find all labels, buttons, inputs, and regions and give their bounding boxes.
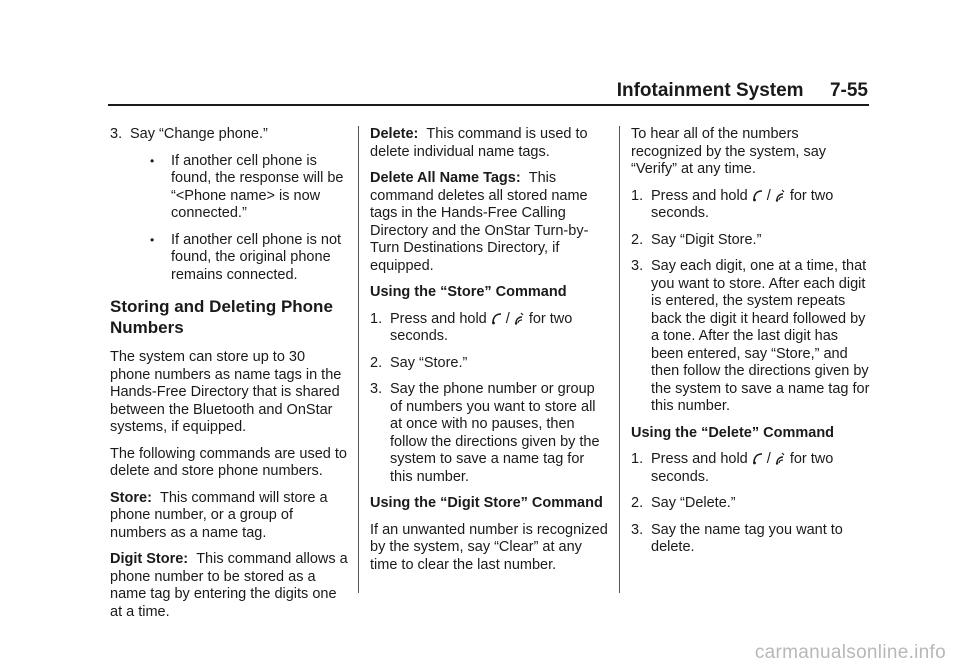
icon-separator: / (766, 187, 771, 204)
term-text: This command is used to delete individual name tags. (370, 126, 588, 160)
icon-separator: / (766, 451, 771, 467)
voice-recognition-icon (513, 312, 525, 325)
term-label: Digit Store: (110, 551, 189, 567)
step-text: Say “Store.” (390, 354, 468, 371)
paragraph: The following commands are used to delete and store phone numbers. (110, 445, 347, 479)
step-text-post: for two seconds. (651, 451, 834, 485)
paragraph: To hear all of the numbers recognized by the system, say “Verify” at any time. (631, 126, 827, 177)
column-1 (110, 126, 348, 630)
column-divider (358, 126, 359, 593)
list-item (370, 355, 608, 373)
bullet-item (150, 232, 348, 285)
step-number: 2. (631, 495, 644, 511)
step-text: Say “Delete.” (651, 495, 736, 511)
step-text (390, 311, 608, 346)
header-rule (108, 104, 869, 106)
step-text-pre: Press and hold (651, 451, 748, 467)
list-item (631, 232, 871, 250)
step-text: Say “Digit Store.” (651, 231, 762, 248)
section-heading: Storing and Deleting Phone Numbers (110, 297, 333, 337)
step-text-pre: Press and hold (651, 187, 748, 204)
step-text (651, 188, 871, 223)
term-label: Delete All Name Tags: (370, 170, 521, 186)
bullet-text: If another cell phone is not found, the original phone remains connected. (171, 231, 342, 283)
step-text: Say the phone number or group of numbers you want to store all at once with no pauses, then follow the directions given by the system to save a name tag for this number. (390, 381, 600, 485)
term-text: This command will store a phone number, or a group of numbers as a name tag. (110, 489, 328, 541)
term-text: This command allows a phone number to be stored as a name tag by entering the digits one at a time. (110, 551, 348, 620)
step-text: Say each digit, one at a time, that you want to store. After each digit is entered, the system repeats back the digit it heard followed by a tone. After the last digit has been entered, say “Store,” and then follow the directions given by the system to save a name tag for this number. (651, 258, 870, 414)
term-text: This command deletes all stored name tags in the Hands-Free Calling Directory and the OnStar Turn-by-Turn Destinations Directory, if equipped. (370, 170, 589, 274)
subheading-digit-store: Using the “Digit Store” Command (370, 495, 603, 511)
step-number: 3. (631, 258, 644, 274)
step-number: 1. (631, 187, 644, 204)
step-text: Say “Change phone.” (130, 126, 268, 142)
step-text (651, 451, 871, 486)
paragraph: If an unwanted number is recognized by the system, say “Clear” at any time to clear the last number. (370, 521, 608, 573)
step-text-post: for two seconds. (390, 310, 573, 344)
step-number: 3. (370, 381, 383, 397)
column-2 (370, 126, 608, 583)
list-item (631, 188, 871, 223)
column-divider (619, 126, 620, 593)
step-number: 3. (110, 126, 123, 142)
page-header (108, 80, 868, 104)
push-to-talk-icon (491, 312, 503, 325)
icon-separator: / (505, 310, 510, 327)
step-number: 1. (631, 451, 644, 467)
voice-recognition-icon (774, 452, 786, 465)
definition-delete-all (370, 170, 608, 275)
bullet-item (150, 153, 348, 223)
list-item (370, 311, 608, 346)
definition-delete (370, 126, 608, 161)
bullet-icon: • (150, 232, 155, 247)
step-number: 3. (631, 521, 644, 538)
step-text-pre: Press and hold (390, 310, 487, 327)
step-text-post: for two seconds. (651, 187, 834, 221)
voice-recognition-icon (774, 189, 786, 202)
push-to-talk-icon (752, 452, 764, 465)
term-label: Store: (110, 489, 152, 506)
paragraph: The system can store up to 30 phone numbers as name tags in the Hands-Free Directory that is shared between the Bluetooth and OnStar systems, if equipped. (110, 349, 342, 435)
list-item (631, 451, 871, 486)
list-item (631, 522, 871, 557)
bullet-text: If another cell phone is found, the response will be “<Phone name> is now connected.” (171, 152, 344, 221)
push-to-talk-icon (752, 189, 764, 202)
step-number: 1. (370, 310, 383, 327)
list-item (631, 495, 871, 513)
list-item (631, 258, 871, 416)
page-title: Infotainment System 7-55 (616, 80, 868, 101)
term-label: Delete: (370, 126, 419, 142)
step-text: Say the name tag you want to delete. (651, 521, 843, 555)
definition-digit-store (110, 551, 348, 621)
step-number: 2. (370, 354, 383, 371)
list-item (110, 126, 348, 144)
list-item (370, 381, 608, 486)
subheading-store: Using the “Store” Command (370, 284, 567, 300)
subheading-delete: Using the “Delete” Command (631, 424, 835, 441)
step-number: 2. (631, 231, 644, 248)
column-3 (631, 126, 871, 566)
watermark: carmanualsonline.info (754, 642, 946, 663)
bullet-icon: • (150, 153, 155, 168)
definition-store (110, 490, 348, 543)
